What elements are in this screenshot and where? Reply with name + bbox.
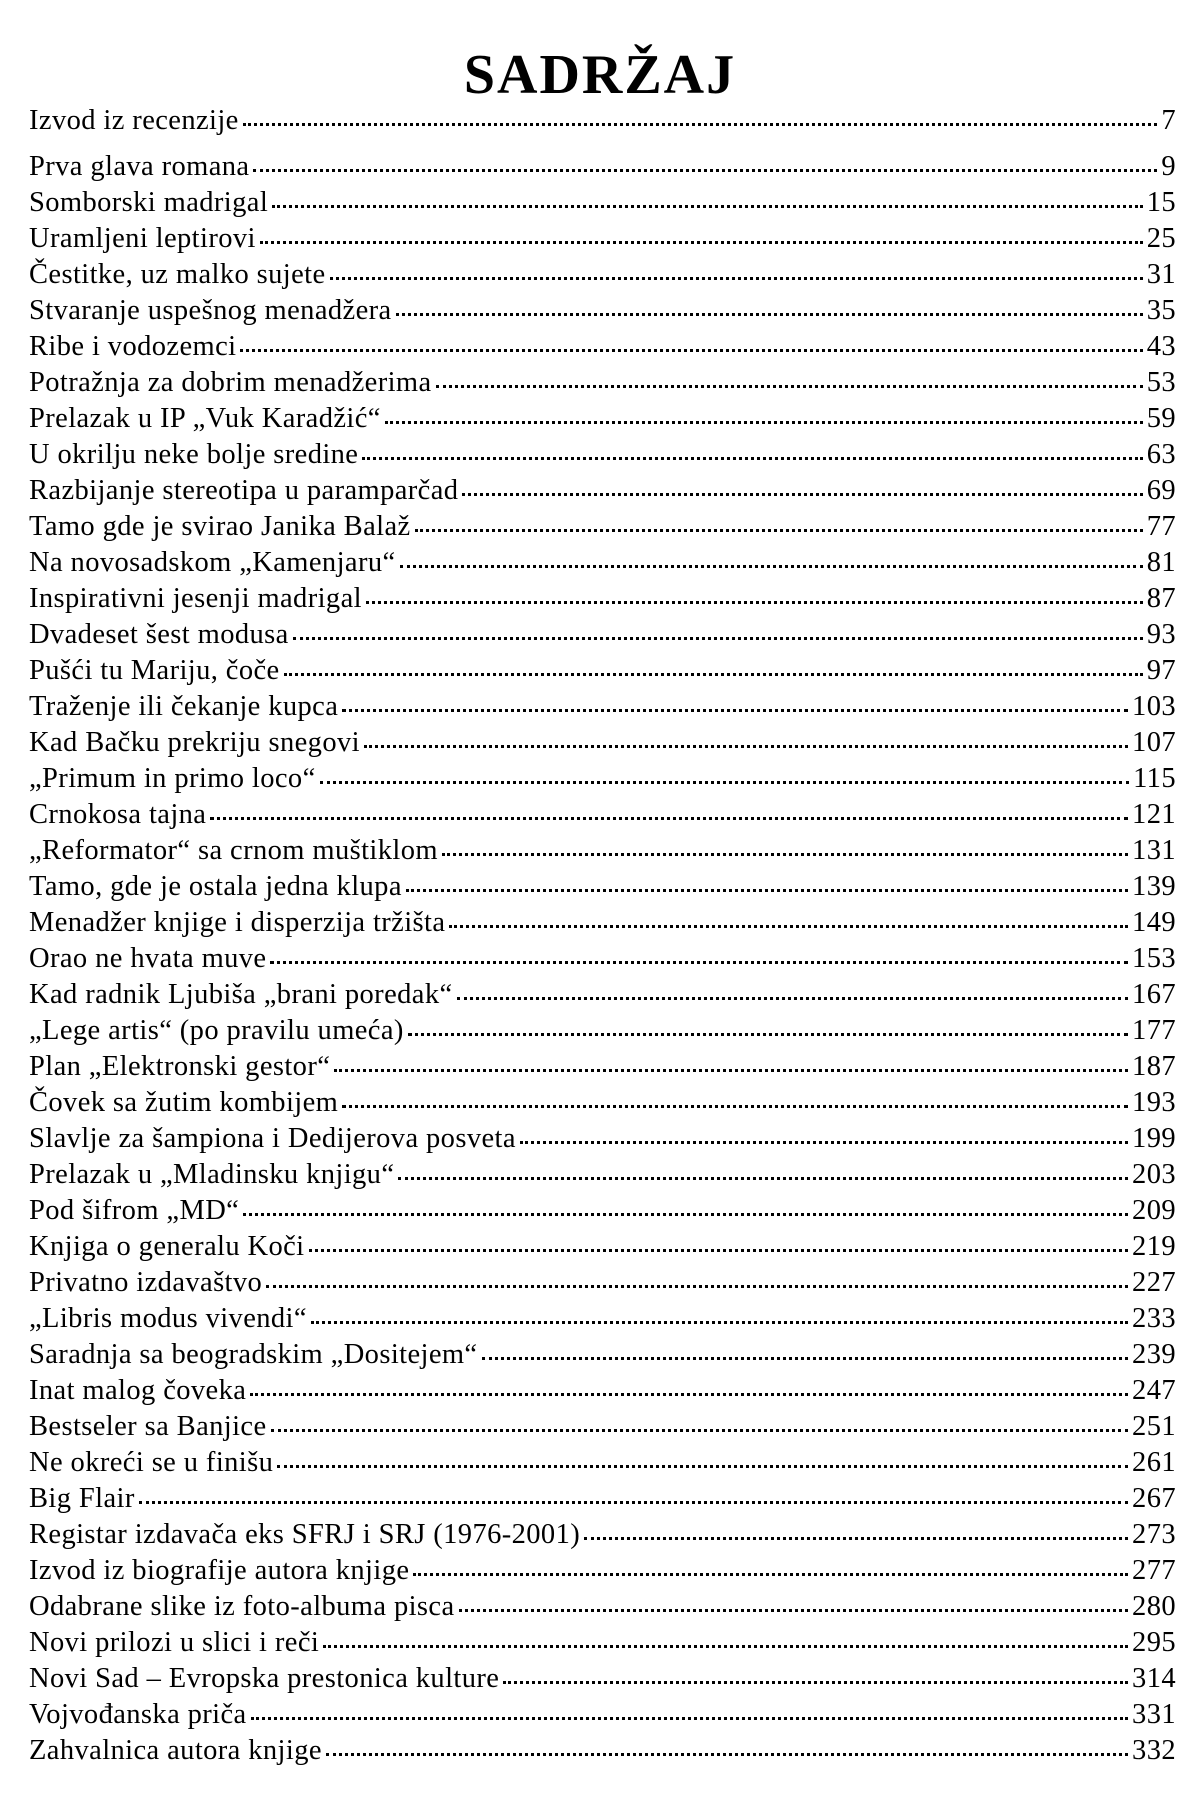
toc-entry-page-number: 31 bbox=[1146, 259, 1176, 290]
toc-entry-title: Čovek sa žutim kombijem bbox=[29, 1087, 339, 1118]
toc-entry bbox=[29, 653, 1176, 689]
dot-leader bbox=[385, 421, 1143, 424]
toc-entry bbox=[29, 1661, 1176, 1697]
toc-entry bbox=[29, 797, 1176, 833]
dot-leader bbox=[584, 1537, 1128, 1540]
toc-entry-page-number: 332 bbox=[1132, 1735, 1176, 1766]
toc-entry bbox=[29, 761, 1176, 797]
toc-entry-page-number: 107 bbox=[1132, 727, 1176, 758]
dot-leader bbox=[457, 997, 1129, 1000]
toc-entry-title: Na novosadskom „Kamenjaru“ bbox=[29, 547, 396, 578]
toc-entry bbox=[29, 977, 1176, 1013]
toc-entry-title: Registar izdavača eks SFRJ i SRJ (1976-2001) bbox=[29, 1519, 581, 1550]
toc-entry-page-number: 7 bbox=[1161, 105, 1176, 136]
dot-leader bbox=[260, 241, 1143, 244]
toc-entry-title: Bestseler sa Banjice bbox=[29, 1411, 267, 1442]
toc-entry-title: Plan „Elektronski gestor“ bbox=[29, 1051, 331, 1082]
toc-entry-page-number: 149 bbox=[1132, 907, 1176, 938]
dot-leader bbox=[415, 529, 1143, 532]
toc-entry bbox=[29, 1373, 1176, 1409]
dot-leader bbox=[271, 1429, 1129, 1432]
toc-entry-page-number: 314 bbox=[1132, 1663, 1176, 1694]
toc-entry-title: Privatno izdavaštvo bbox=[29, 1267, 263, 1298]
dot-leader bbox=[243, 1213, 1128, 1216]
toc-entry-page-number: 43 bbox=[1146, 331, 1176, 362]
toc-entry-title: Pod šifrom „MD“ bbox=[29, 1195, 240, 1226]
dot-leader bbox=[272, 205, 1143, 208]
toc-entry-page-number: 267 bbox=[1132, 1483, 1176, 1514]
toc-entry bbox=[29, 1301, 1176, 1337]
toc-entry-title: Kad radnik Ljubiša „brani poredak“ bbox=[29, 979, 453, 1010]
toc-entry-page-number: 81 bbox=[1146, 547, 1176, 578]
toc-entry bbox=[29, 581, 1176, 617]
toc-entry-title: Saradnja sa beogradskim „Dositejem“ bbox=[29, 1339, 478, 1370]
toc-entry-page-number: 131 bbox=[1132, 835, 1176, 866]
toc-entry bbox=[29, 509, 1176, 545]
toc-entry-page-number: 53 bbox=[1146, 367, 1176, 398]
dot-leader bbox=[482, 1357, 1129, 1360]
toc-entry bbox=[29, 941, 1176, 977]
toc-entry-page-number: 115 bbox=[1133, 763, 1176, 794]
dot-leader bbox=[342, 1105, 1128, 1108]
toc-entry-title: Odabrane slike iz foto-albuma pisca bbox=[29, 1591, 455, 1622]
toc-entry bbox=[29, 293, 1176, 329]
dot-leader bbox=[251, 1717, 1128, 1720]
toc-entry-page-number: 59 bbox=[1146, 403, 1176, 434]
toc-entry bbox=[29, 1553, 1176, 1589]
toc-entry-page-number: 209 bbox=[1132, 1195, 1176, 1226]
toc-entry-page-number: 93 bbox=[1146, 619, 1176, 650]
toc-entry-page-number: 273 bbox=[1132, 1519, 1176, 1550]
dot-leader bbox=[293, 637, 1143, 640]
dot-leader bbox=[362, 457, 1142, 460]
toc-entry-title: „Primum in primo loco“ bbox=[29, 763, 316, 794]
toc-entry-page-number: 277 bbox=[1132, 1555, 1176, 1586]
toc-entry-page-number: 25 bbox=[1146, 223, 1176, 254]
toc-entry-title: Traženje ili čekanje kupca bbox=[29, 691, 339, 722]
toc-entry-title: Tamo gde je svirao Janika Balaž bbox=[29, 511, 411, 542]
toc-entry-page-number: 167 bbox=[1132, 979, 1176, 1010]
toc-entry-page-number: 103 bbox=[1132, 691, 1176, 722]
toc-entry bbox=[29, 1409, 1176, 1445]
toc-entry-title: Tamo, gde je ostala jedna klupa bbox=[29, 871, 402, 902]
dot-leader bbox=[320, 781, 1129, 784]
toc-entry bbox=[29, 221, 1176, 257]
toc-entry bbox=[29, 1445, 1176, 1481]
toc-entry-page-number: 239 bbox=[1132, 1339, 1176, 1370]
dot-leader bbox=[323, 1645, 1128, 1648]
toc-entry-page-number: 35 bbox=[1146, 295, 1176, 326]
dot-leader bbox=[270, 961, 1128, 964]
toc-entry bbox=[29, 1265, 1176, 1301]
toc-entry-page-number: 63 bbox=[1146, 439, 1176, 470]
toc-entry-title: Izvod iz recenzije bbox=[29, 105, 239, 136]
toc-entry bbox=[29, 103, 1176, 149]
toc-entry-title: Prelazak u „Mladinsku knjigu“ bbox=[29, 1159, 395, 1190]
toc-entry bbox=[29, 149, 1176, 185]
dot-leader bbox=[330, 277, 1143, 280]
toc-entry-title: Inat malog čoveka bbox=[29, 1375, 247, 1406]
toc-entry-title: Prelazak u IP „Vuk Karadžić“ bbox=[29, 403, 381, 434]
toc-entry bbox=[29, 1337, 1176, 1373]
table-of-contents bbox=[29, 103, 1176, 1769]
dot-leader bbox=[277, 1465, 1128, 1468]
toc-entry-title: Somborski madrigal bbox=[29, 187, 269, 218]
dot-leader bbox=[342, 709, 1128, 712]
toc-entry-title: Uramljeni leptirovi bbox=[29, 223, 256, 254]
dot-leader bbox=[449, 925, 1128, 928]
dot-leader bbox=[462, 493, 1142, 496]
toc-entry-title: Dvadeset šest modusa bbox=[29, 619, 289, 650]
toc-entry bbox=[29, 689, 1176, 725]
toc-entry bbox=[29, 329, 1176, 365]
toc-entry-title: Pušći tu Mariju, čoče bbox=[29, 655, 280, 686]
dot-leader bbox=[406, 889, 1128, 892]
toc-entry-title: Stvaranje uspešnog menadžera bbox=[29, 295, 392, 326]
dot-leader bbox=[266, 1285, 1128, 1288]
toc-entry-title: Novi prilozi u slici i reči bbox=[29, 1627, 320, 1658]
dot-leader bbox=[459, 1609, 1129, 1612]
dot-leader bbox=[366, 601, 1143, 604]
toc-entry-page-number: 331 bbox=[1132, 1699, 1176, 1730]
dot-leader bbox=[413, 1573, 1128, 1576]
toc-entry-title: Knjiga o generalu Koči bbox=[29, 1231, 305, 1262]
toc-entry-title: Menadžer knjige i disperzija tržišta bbox=[29, 907, 446, 938]
toc-entry-page-number: 251 bbox=[1132, 1411, 1176, 1442]
toc-entry-page-number: 280 bbox=[1132, 1591, 1176, 1622]
toc-entry bbox=[29, 1697, 1176, 1733]
toc-entry bbox=[29, 473, 1176, 509]
toc-entry bbox=[29, 545, 1176, 581]
toc-entry bbox=[29, 1013, 1176, 1049]
toc-entry-page-number: 87 bbox=[1146, 583, 1176, 614]
dot-leader bbox=[210, 817, 1128, 820]
toc-entry-title: Novi Sad – Evropska prestonica kulture bbox=[29, 1663, 500, 1694]
dot-leader bbox=[364, 745, 1128, 748]
page-title: SADRŽAJ bbox=[463, 43, 737, 106]
dot-leader bbox=[398, 1177, 1128, 1180]
toc-entry-title: Izvod iz biografije autora knjige bbox=[29, 1555, 410, 1586]
toc-entry bbox=[29, 1589, 1176, 1625]
toc-entry-title: U okrilju neke bolje sredine bbox=[29, 439, 359, 470]
toc-entry bbox=[29, 833, 1176, 869]
toc-entry-title: Ribe i vodozemci bbox=[29, 331, 237, 362]
toc-entry-title: Prva glava romana bbox=[29, 151, 250, 182]
toc-entry bbox=[29, 1121, 1176, 1157]
toc-entry-title: Big Flair bbox=[29, 1483, 135, 1514]
toc-entry-title: Inspirativni jesenji madrigal bbox=[29, 583, 362, 614]
toc-entry bbox=[29, 1517, 1176, 1553]
toc-entry-page-number: 261 bbox=[1132, 1447, 1176, 1478]
toc-entry bbox=[29, 1193, 1176, 1229]
toc-entry-page-number: 295 bbox=[1132, 1627, 1176, 1658]
toc-entry bbox=[29, 1157, 1176, 1193]
toc-entry-title: Orao ne hvata muve bbox=[29, 943, 267, 974]
toc-entry bbox=[29, 725, 1176, 761]
toc-entry-page-number: 233 bbox=[1132, 1303, 1176, 1334]
dot-leader bbox=[408, 1033, 1128, 1036]
dot-leader bbox=[503, 1681, 1128, 1684]
dot-leader bbox=[240, 349, 1142, 352]
toc-entry-page-number: 203 bbox=[1132, 1159, 1176, 1190]
toc-entry bbox=[29, 1625, 1176, 1661]
toc-entry-title: Razbijanje stereotipa u paramparčad bbox=[29, 475, 459, 506]
toc-entry bbox=[29, 401, 1176, 437]
toc-entry-page-number: 193 bbox=[1132, 1087, 1176, 1118]
toc-entry-page-number: 121 bbox=[1132, 799, 1176, 830]
toc-entry-page-number: 177 bbox=[1132, 1015, 1176, 1046]
toc-entry bbox=[29, 1049, 1176, 1085]
toc-entry-title: „Lege artis“ (po pravilu umeća) bbox=[29, 1015, 404, 1046]
toc-entry bbox=[29, 365, 1176, 401]
toc-entry bbox=[29, 1481, 1176, 1517]
dot-leader bbox=[139, 1501, 1128, 1504]
dot-leader bbox=[284, 673, 1143, 676]
dot-leader bbox=[326, 1753, 1128, 1756]
dot-leader bbox=[309, 1249, 1129, 1252]
toc-entry-page-number: 187 bbox=[1132, 1051, 1176, 1082]
toc-entry bbox=[29, 185, 1176, 221]
toc-entry-page-number: 15 bbox=[1146, 187, 1176, 218]
toc-entry bbox=[29, 257, 1176, 293]
toc-entry bbox=[29, 437, 1176, 473]
toc-entry bbox=[29, 1085, 1176, 1121]
dot-leader bbox=[400, 565, 1143, 568]
toc-entry bbox=[29, 617, 1176, 653]
dot-leader bbox=[442, 853, 1128, 856]
toc-entry-page-number: 69 bbox=[1146, 475, 1176, 506]
toc-entry-page-number: 227 bbox=[1132, 1267, 1176, 1298]
toc-entry-page-number: 97 bbox=[1146, 655, 1176, 686]
dot-leader bbox=[520, 1141, 1128, 1144]
toc-entry-title: „Reformator“ sa crnom muštiklom bbox=[29, 835, 438, 866]
toc-entry-page-number: 219 bbox=[1132, 1231, 1176, 1262]
dot-leader bbox=[250, 1393, 1128, 1396]
dot-leader bbox=[436, 385, 1143, 388]
toc-entry-title: „Libris modus vivendi“ bbox=[29, 1303, 307, 1334]
toc-entry-page-number: 199 bbox=[1132, 1123, 1176, 1154]
dot-leader bbox=[334, 1069, 1128, 1072]
toc-entry bbox=[29, 1733, 1176, 1769]
toc-entry-title: Potražnja za dobrim menadžerima bbox=[29, 367, 432, 398]
dot-leader bbox=[253, 169, 1157, 172]
toc-entry bbox=[29, 905, 1176, 941]
toc-entry-title: Crnokosa tajna bbox=[29, 799, 207, 830]
toc-entry bbox=[29, 1229, 1176, 1265]
dot-leader bbox=[311, 1321, 1128, 1324]
toc-entry-page-number: 9 bbox=[1161, 151, 1176, 182]
toc-entry-title: Čestitke, uz malko sujete bbox=[29, 259, 326, 290]
toc-entry-title: Vojvođanska priča bbox=[29, 1699, 247, 1730]
toc-entry-page-number: 77 bbox=[1146, 511, 1176, 542]
dot-leader bbox=[243, 123, 1158, 126]
dot-leader bbox=[396, 313, 1143, 316]
toc-entry-title: Slavlje za šampiona i Dedijerova posveta bbox=[29, 1123, 516, 1154]
toc-entry-title: Kad Bačku prekriju snegovi bbox=[29, 727, 360, 758]
toc-entry-page-number: 139 bbox=[1132, 871, 1176, 902]
toc-entry bbox=[29, 869, 1176, 905]
toc-entry-page-number: 153 bbox=[1132, 943, 1176, 974]
toc-entry-title: Zahvalnica autora knjige bbox=[29, 1735, 322, 1766]
toc-entry-title: Ne okreći se u finišu bbox=[29, 1447, 274, 1478]
toc-entry-page-number: 247 bbox=[1132, 1375, 1176, 1406]
